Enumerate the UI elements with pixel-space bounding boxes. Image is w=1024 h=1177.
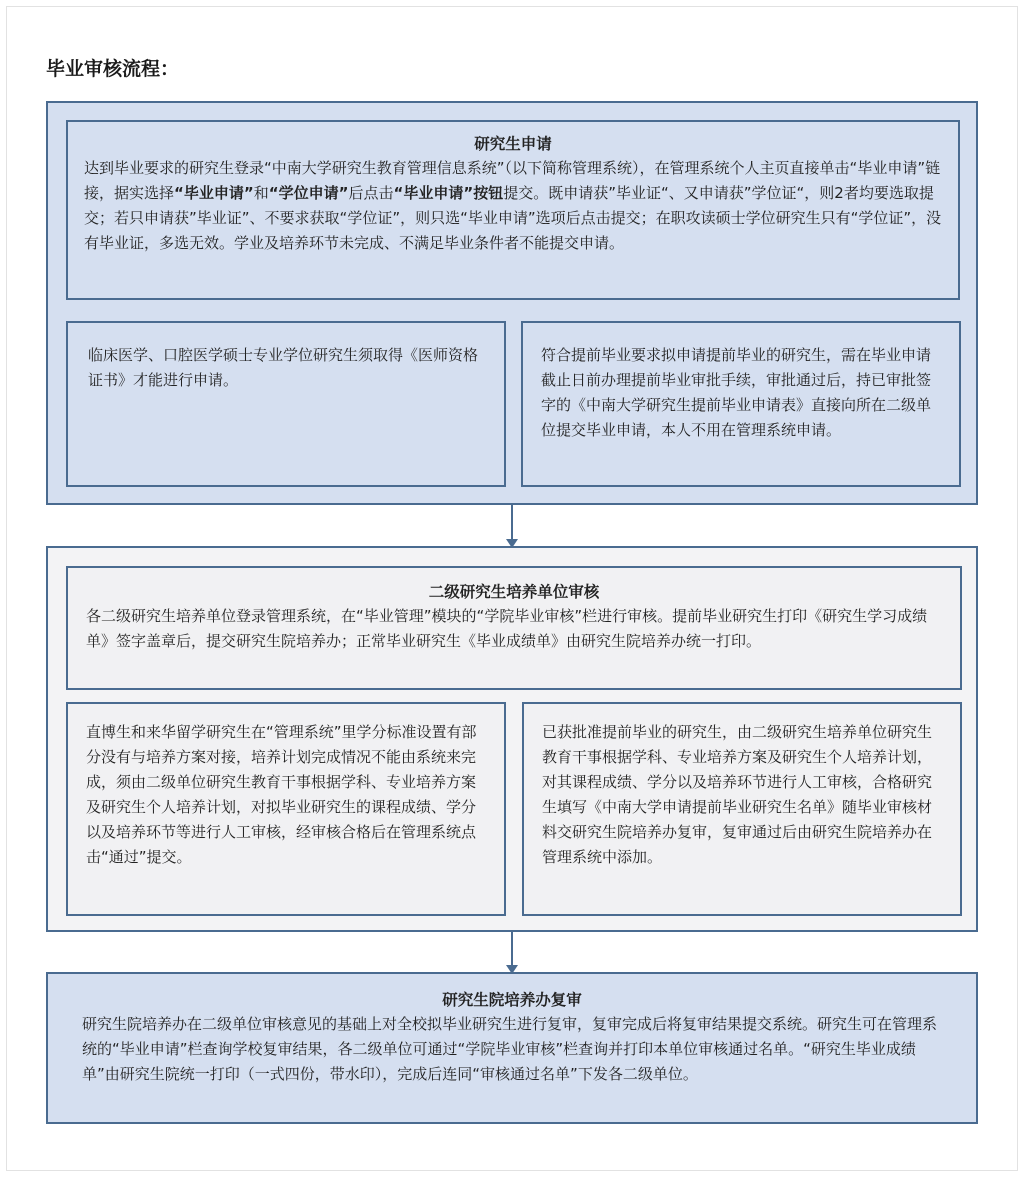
- unit-review-text: 各二级研究生培养单位登录管理系统，在“毕业管理”模块的“学院毕业审核”栏进行审核。提前毕业研究生打印《研究生学习成绩单》签字盖章后，提交研究生院培养办；正常毕业研究生《毕业成绩单》由研究生院培养办统一打印。: [86, 607, 928, 650]
- unit-review-title: 二级研究生培养单位审核: [428, 583, 600, 601]
- graduate-school-review-title: 研究生院培养办复审: [442, 991, 582, 1009]
- page-title: 毕业审核流程：: [46, 58, 180, 80]
- student-application-title: 研究生申请: [474, 135, 552, 153]
- graduate-school-review-text: 研究生院培养办在二级单位审核意见的基础上对全校拟毕业研究生进行复审，复审完成后将复审结果提交系统。研究生可在管理系统的“毕业申请”栏查询学校复审结果，各二级单位可通过“学院毕业审核”栏查询并打印本单位审核通过名单。“研究生毕业成绩单”由研究生院统一打印（一式四份，带水印），完成后连同“审核通过名单”下发各二级单位。: [82, 1015, 938, 1083]
- approved-early-note-text: 已获批准提前毕业的研究生，由二级研究生培养单位研究生教育干事根据学科、专业培养方案及研究生个人培养计划，对其课程成绩、学分以及培养环节进行人工审核，合格研究生填写《中南大学申请提前毕业研究生名单》随毕业审核材料交研究生院培养办复审，复审通过后由研究生院培养办在管理系统中添加。: [542, 723, 933, 866]
- student-application-box: [66, 120, 960, 300]
- section-student-application: [46, 101, 978, 505]
- approved-early-note-box: [522, 702, 962, 916]
- flow-arrow-2: [511, 932, 513, 972]
- early-graduation-note-text: 符合提前毕业要求拟申请提前毕业的研究生，需在毕业申请截止日前办理提前毕业审批手续，审批通过后，持已审批签字的《中南大学研究生提前毕业申请表》直接向所在二级单位提交毕业申请，本人不用在管理系统申请。: [541, 346, 932, 439]
- clinical-medicine-note-text: 临床医学、口腔医学硕士专业学位研究生须取得《医师资格证书》才能进行申请。: [88, 346, 479, 389]
- doctoral-intl-note-text: 直博生和来华留学研究生在“管理系统”里学分标准设置有部分没有与培养方案对接，培养计划完成情况不能由系统来完成，须由二级单位研究生教育干事根据学科、专业培养方案及研究生个人培养计划，对拟毕业研究生的课程成绩、学分以及培养环节等进行人工审核，经审核合格后在管理系统点击“通过”提交。: [86, 723, 477, 866]
- graduate-school-review-content: [48, 974, 976, 1087]
- early-graduation-note-box: [521, 321, 961, 487]
- doctoral-intl-note-box: [66, 702, 506, 916]
- unit-review-box: [66, 566, 962, 690]
- student-application-text: 达到毕业要求的研究生登录“中南大学研究生教育管理信息系统”（以下简称管理系统），在管理系统个人主页直接单击“毕业申请”链接，据实选择“毕业申请”和“学位申请”后点击“毕业申请”按钮提交。既申请获”毕业证“、又申请获”学位证“，则2者均要选取提交；若只申请获”毕业证”、不要求获取“学位证”，则只选“毕业申请”选项后点击提交；在职攻读硕士学位研究生只有“学位证”，没有毕业证，多选无效。学业及培养环节未完成、不满足毕业条件者不能提交申请。: [84, 159, 942, 252]
- clinical-medicine-note-box: [66, 321, 506, 487]
- section-unit-review: [46, 546, 978, 932]
- section-graduate-school-review: [46, 972, 978, 1124]
- flow-arrow-1: [511, 505, 513, 546]
